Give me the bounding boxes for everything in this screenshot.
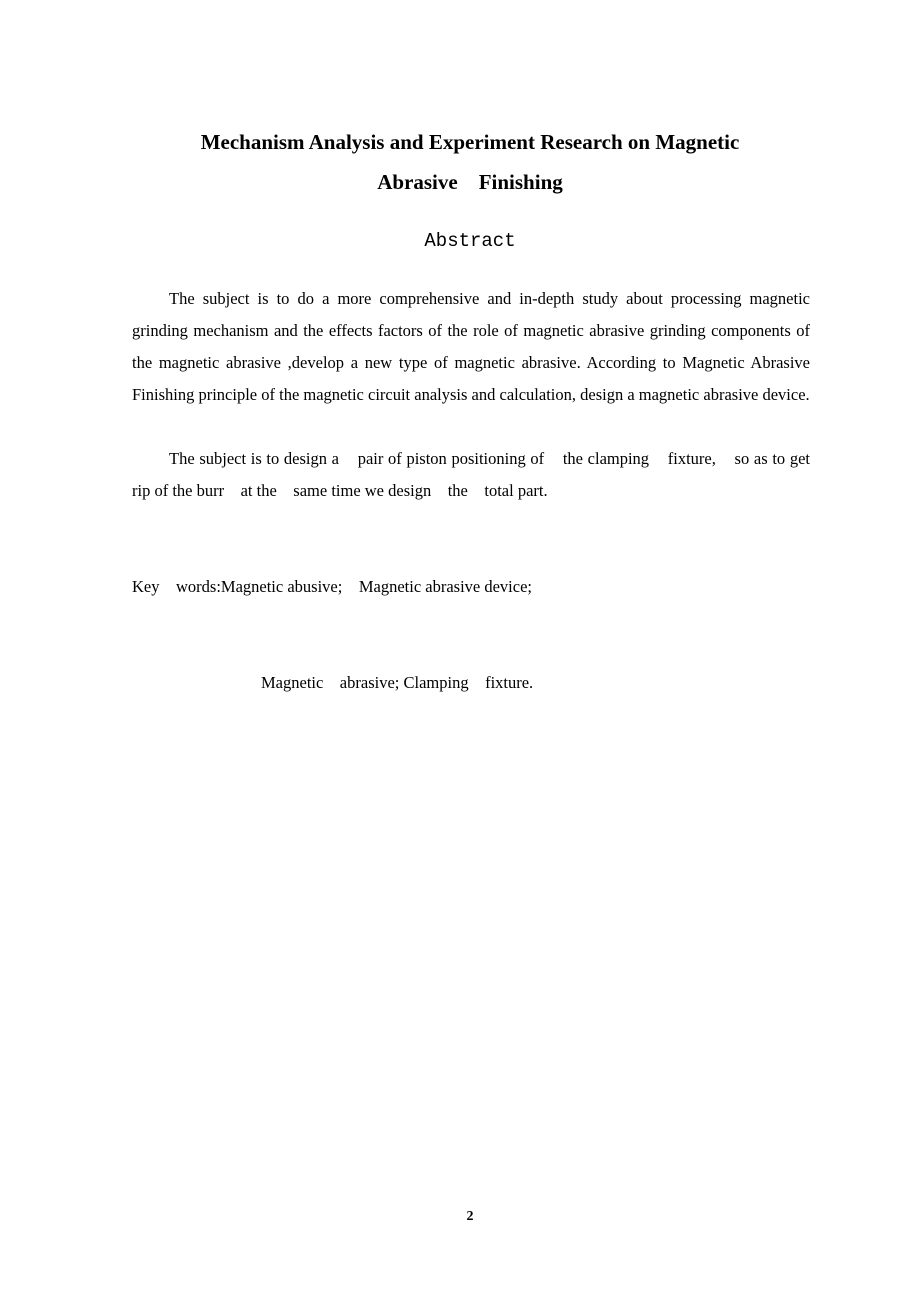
keywords-block <box>132 507 810 763</box>
page-number: 2 <box>466 1209 474 1224</box>
keywords-line-2: Magnetic abrasive; Clamping fixture. <box>261 673 534 692</box>
abstract-paragraph-1: The subject is to do a more comprehensive and in-depth study about processing magnetic grinding mechanism and the effects factors of the role of magnetic abrasive grinding components of the magnetic abrasive ,develop a new type of magnetic abrasive. According to Magnetic Abrasive Finishing principle of the magnetic circuit analysis and calculation, design a magnetic abrasive device. <box>132 289 810 404</box>
document-title-line-1: Mechanism Analysis and Experiment Research on Magnetic <box>200 130 740 154</box>
abstract-paragraph-2: The subject is to design a pair of piston positioning of the clamping fixture, so as to get rip of the burr at the same time we design the total part. <box>132 449 815 500</box>
abstract-heading: Abstract <box>424 230 516 252</box>
keywords-line-1: Key words:Magnetic abusive; Magnetic abrasive device; <box>132 577 532 596</box>
document-title-line-2: Abrasive Finishing <box>377 170 563 194</box>
